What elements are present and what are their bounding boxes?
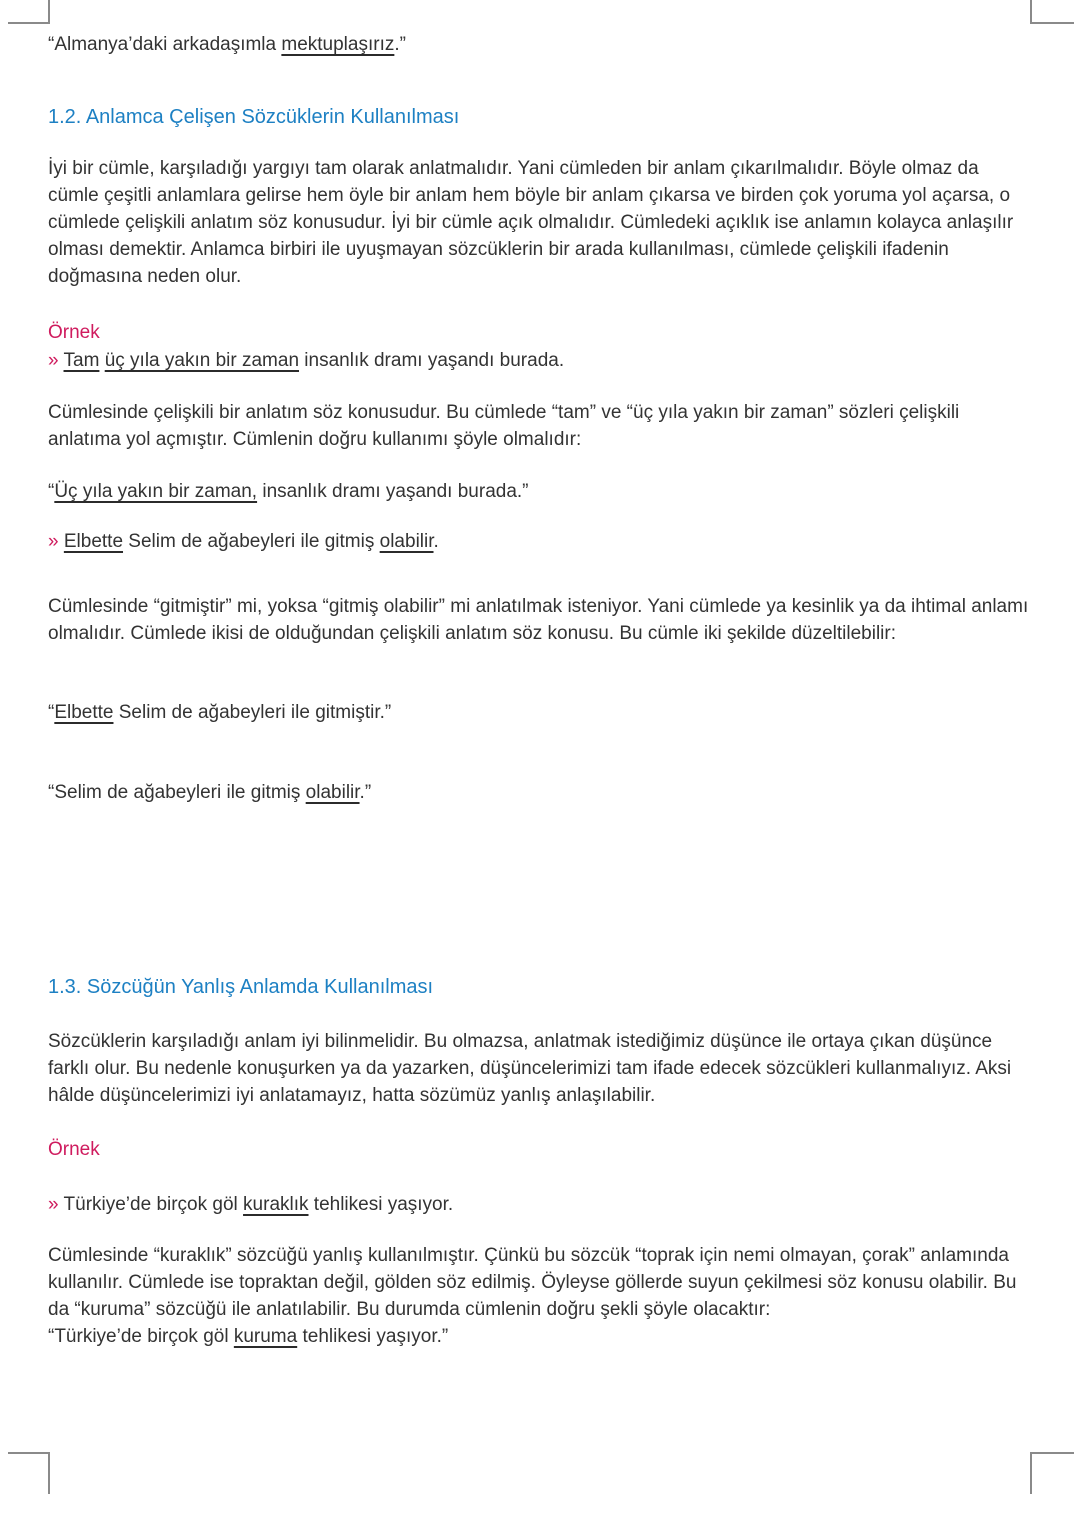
underlined-text: Tam (63, 350, 100, 371)
bullet-chevron: » (48, 1194, 64, 1215)
text-segment: . (433, 531, 439, 552)
underlined-text: olabilir (305, 782, 360, 803)
section-1-2-intro-paragraph: İyi bir cümle, karşıladığı yargıyı tam olarak anlatmalıdır. Yani cümleden bir anlam çıkarılmalıdır. Böyle olmaz da cümle çeşitli anlamlara gelirse hem öyle bir anlam hem böyle bir anlam çıkarsa ve birden çok yoruma yol açarsa, o cümlede çelişkili anlatım söz konusudur. İyi bir cümle açık olmalıdır. Cümledeki açıklık ise anlamın kolayca anlaşılır olması demektir. Anlamca birbiri ile uyuşmayan sözcüklerin bir arada kullanılması, cümlede çelişkili ifadenin doğmasına neden olur. (48, 158, 1014, 287)
underlined-text: üç yıla yakın bir zaman (104, 350, 300, 371)
ornek-label: Örnek (48, 1139, 100, 1160)
text-segment: “ (48, 481, 55, 502)
text-segment: Selim de ağabeyleri ile gitmiş (123, 531, 380, 552)
text-segment: insanlık dramı yaşandı burada.” (257, 481, 529, 502)
section-heading-1-2: 1.2. Anlamca Çelişen Sözcüklerin Kullanılması (48, 106, 460, 128)
underlined-text: mektuplaşırız (281, 34, 395, 55)
intro-example-sentence (48, 31, 1030, 58)
underlined-text: Üç yıla yakın bir zaman, (54, 481, 258, 502)
explanation-paragraph-kuraklik (48, 1242, 1030, 1350)
text-segment: insanlık dramı yaşandı burada. (299, 350, 565, 371)
corner-mark-bottom-right (1030, 1452, 1074, 1494)
underlined-text: kuraklık (243, 1194, 309, 1215)
text-segment: “Türkiye’de birçok göl (48, 1326, 234, 1347)
section-heading-1-3: 1.3. Sözcüğün Yanlış Anlamda Kullanılması (48, 976, 434, 998)
text-segment: “Selim de ağabeyleri ile gitmiş (48, 782, 306, 803)
bullet-chevron: » (48, 350, 64, 371)
text-segment: Selim de ağabeyleri ile gitmiştir.” (113, 702, 392, 723)
text-segment: .” (394, 34, 406, 55)
corrected-sentence-selim-olabilir (48, 779, 1030, 806)
corner-mark-top-left (8, 0, 50, 24)
example-sentence-tam (48, 347, 1030, 374)
text-segment: .” (359, 782, 372, 803)
explanation-paragraph-elbette: Cümlesinde “gitmiştir” mi, yoksa “gitmiş olabilir” mi anlatılmak isteniyor. Yani cümlede ya kesinlik ya da ihtimal anlamı olmalıdır. Cümlede ikisi de olduğundan çelişkili anlatım söz konusu. Bu cümle iki şekilde düzeltilebilir: (48, 596, 1029, 644)
corner-mark-bottom-left (8, 1452, 50, 1494)
text-segment: “Almanya’daki arkadaşımla (48, 34, 282, 55)
corrected-sentence-uc-yila (48, 478, 1030, 505)
text-segment: Cümlesinde “kuraklık” sözcüğü yanlış kullanılmıştır. Çünkü bu sözcük “toprak için nemi olmayan, çorak” anlamında kullanılır. Cümlede ise topraktan değil, gölden söz edilmiş. Öyleyse göllerde suyun çekilmesi söz konusu olabilir. Bu da “kuruma” sözcüğü ile anlatılabilir. Bu durumda cümlenin doğru şekli şöyle olacaktır: (48, 1245, 1017, 1320)
text-segment: tehlikesi yaşıyor.” (297, 1326, 449, 1347)
underlined-text: kuruma (233, 1326, 298, 1347)
example-sentence-elbette (48, 528, 1030, 555)
underlined-text: Elbette (54, 702, 114, 723)
ornek-label: Örnek (48, 322, 100, 343)
example-sentence-turkiye (48, 1191, 1030, 1218)
corrected-sentence-elbette-gitmistir (48, 699, 1030, 726)
bullet-chevron: » (48, 531, 64, 552)
text-segment: Türkiye’de birçok göl (63, 1194, 244, 1215)
text-segment: tehlikesi yaşıyor. (308, 1194, 454, 1215)
section-1-3-intro-paragraph: Sözcüklerin karşıladığı anlam iyi bilinmelidir. Bu olmazsa, anlatmak istediğimiz düşünce ile ortaya çıkan düşünce farklı olur. Bu nedenle konuşurken ya da yazarken, düşüncelerimizi tam ifade edecek sözcükleri kullanmalıyız. Aksi hâlde düşüncelerimizi iyi anlatamayız, hatta sözümüz yanlış anlaşılabilir. (48, 1031, 1012, 1106)
corner-mark-top-right (1030, 0, 1074, 24)
underlined-text: Elbette (63, 531, 124, 552)
text-segment: “ (48, 702, 55, 723)
explanation-paragraph-tam: Cümlesinde çelişkili bir anlatım söz konusudur. Bu cümlede “tam” ve “üç yıla yakın bir zaman” sözleri çelişkili anlatıma yol açmıştır. Cümlenin doğru kullanımı şöyle olmalıdır: (48, 402, 960, 450)
underlined-text: olabilir (379, 531, 434, 552)
